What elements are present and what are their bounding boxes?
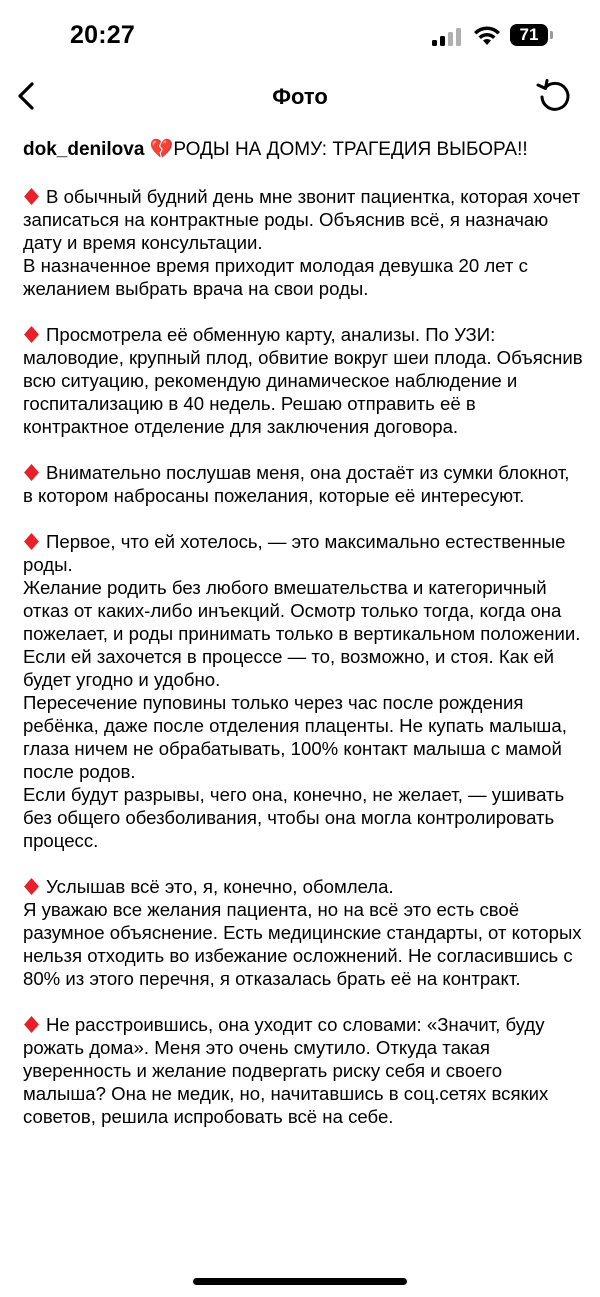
paragraph-line: В обычный будний день мне звонит пациентка, которая хочет записаться на контрактные роды. Объяснив всё, я назначаю дату и время консультации. (23, 186, 581, 253)
post-caption (23, 136, 583, 1151)
paragraph-line: Если будут разрывы, чего она, конечно, не желает, — ушивать без общего обезболивания, чтобы она могла контролировать процесс. (23, 784, 565, 851)
paragraph-line: Услышав всё это, я, конечно, обомлела. (23, 875, 583, 898)
paragraph-line: Не расстроившись, она уходит со словами: «Значит, буду рожать дома». Меня это очень смутило. Откуда такая уверенность и желание подвергать риску себя и своего малыша? Она не медик, но, начитавшись в соц.сетях всяких советов, решила испробовать всё на себе. (23, 1014, 549, 1127)
caption-paragraph (23, 530, 583, 852)
post-title: РОДЫ НА ДОМУ: ТРАГЕДИЯ ВЫБОРА!! (173, 139, 528, 160)
broken-heart-icon: 💔 (149, 139, 174, 160)
home-indicator[interactable] (193, 1278, 407, 1285)
battery-icon (510, 24, 554, 46)
page-title: Фото (272, 84, 328, 109)
caption-paragraph (23, 323, 583, 438)
username[interactable]: dok_denilova (23, 139, 145, 160)
caption-header (23, 136, 583, 163)
paragraph-line: Я уважаю все желания пациента, но на всё это есть своё разумное объяснение. Есть медицинские стандарты, от которых нельзя отходить во избежание осложнений. Не согласившись с 80% из этого перечня, я отказалась брать её на контракт. (23, 899, 582, 989)
caption-paragraph (23, 1013, 583, 1128)
refresh-icon[interactable] (534, 76, 574, 116)
paragraph-line: Желание родить без любого вмешательства и категоричный отказ от каких-либо инъекций. Осмотр только тогда, когда она пожелает, и роды принимать только в вертикальном положении. Если ей захочется в процессе — то, возможно, и стоя. Как ей будет угодно и удобно. (23, 577, 581, 690)
red-diamond-icon (23, 533, 40, 550)
paragraph-line: Первое, что ей хотелось, — это максимально естественные роды. (23, 531, 566, 575)
paragraph-line: В назначенное время приходит молодая девушка 20 лет с желанием выбрать врача на свои роды. (23, 255, 528, 299)
red-diamond-icon (23, 464, 40, 481)
cellular-signal-icon (432, 28, 462, 46)
red-diamond-icon (23, 878, 40, 895)
battery-level: 71 (519, 25, 539, 44)
status-bar (0, 0, 600, 70)
red-diamond-icon (23, 188, 40, 205)
status-time: 20:27 (70, 21, 135, 49)
nav-bar (0, 70, 600, 126)
paragraph-line: Внимательно послушав меня, она достаёт из сумки блокнот, в котором набросаны пожелания, которые её интересуют. (23, 462, 570, 506)
red-diamond-icon (23, 326, 40, 343)
caption-paragraph (23, 461, 583, 507)
wifi-icon (472, 24, 502, 46)
caption-paragraph (23, 875, 583, 990)
caption-paragraph (23, 185, 583, 300)
paragraph-line: Просмотрела её обменную карту, анализы. По УЗИ: маловодие, крупный плод, обвитие вокруг шеи плода. Объяснив всю ситуацию, рекомендую динамическое наблюдение и госпитализацию в 40 недель. Решаю отправить её в контрактное отделение для заключения договора. (23, 324, 583, 437)
paragraph-line: Пересечение пуповины только через час после рождения ребёнка, даже после отделения плаценты. Не купать малыша, глаза ничем не обрабатывать, 100% контакт малыша с мамой после родов. (23, 692, 567, 782)
red-diamond-icon (23, 1016, 40, 1033)
